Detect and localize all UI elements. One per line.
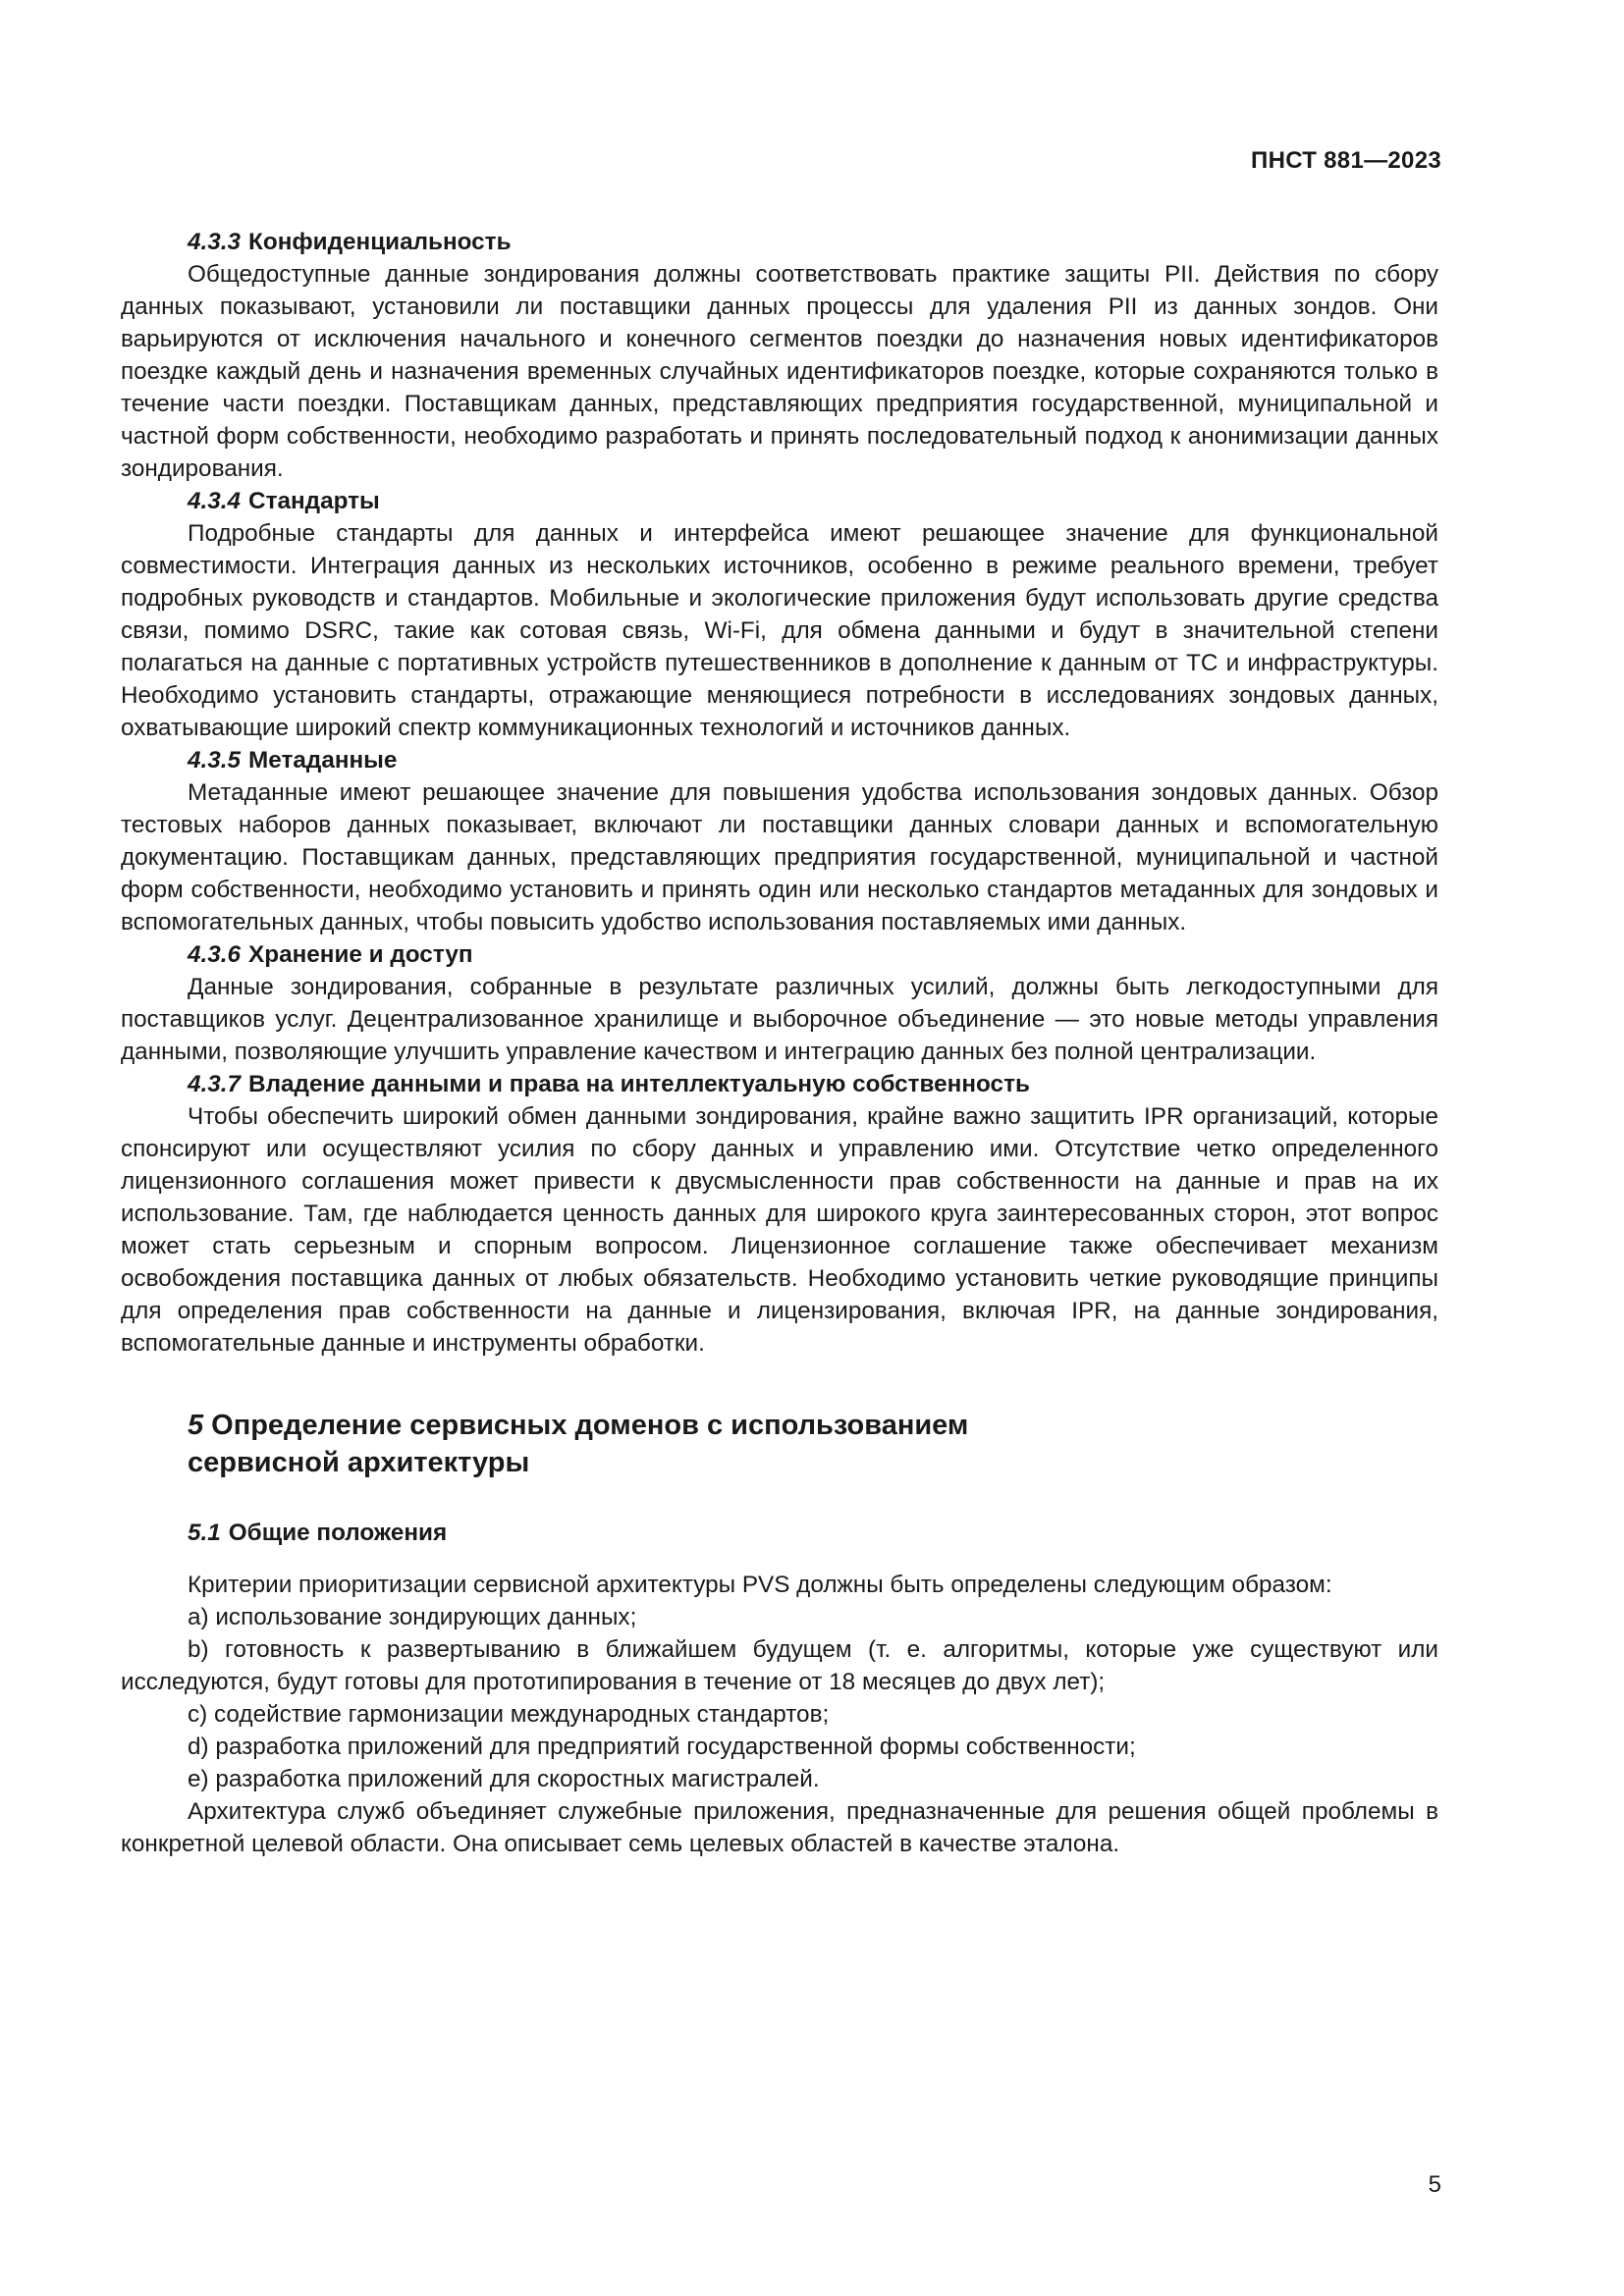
paragraph-4-3-3: Общедоступные данные зондирования должны соответствовать практике защиты PII. Действия по сбору данных показывают, установили ли поставщики данных процессы для удаления PII из данных зондов. Они варьируются от исключения начального и конечного сегментов поездки до назначения новых идентификаторов поездке каждый день и назначения временных случайных идентификаторов поездке, которые сохраняются только в течение части поездки. Поставщикам данных, представляющих предприятия государственной, муниципальной и частной форм собственности, необходимо разработать и принять последовательный подход к анонимизации данных зондирования. xyxy=(121,261,1438,482)
heading-number: 4.3.5 xyxy=(188,747,242,774)
paragraph-4-3-7: Чтобы обеспечить широкий обмен данными зондирования, крайне важно защитить IPR организаций, которые спонсируют или осуществляют усилия по сбору данных и управлению ими. Отсутствие четко определенного лицензионного соглашения может привести к двусмысленности прав собственности на данные и прав на их использование. Там, где наблюдается ценность данных для широкого круга заинтересованных сторон, этот вопрос может стать серьезным и спорным вопросом. Лицензионное соглашение также обеспечивает механизм освобождения поставщика данных от любых обязательств. Необходимо установить четкие руководящие принципы для определения прав собственности на данные и лицензирования, включая IPR, на данные зондирования, вспомогательные данные и инструменты обработки. xyxy=(121,1103,1438,1357)
list-item: c) содействие гармонизации международных стандартов; xyxy=(188,1701,830,1728)
heading-number: 5.1 xyxy=(188,1520,221,1546)
heading-title: Конфиденциальность xyxy=(248,229,512,255)
heading-title: Владение данными и права на интеллектуальную собственность xyxy=(248,1071,1030,1097)
heading-number: 4.3.3 xyxy=(188,229,242,255)
page-number: 5 xyxy=(1428,2171,1441,2198)
heading-number: 4.3.6 xyxy=(188,941,242,968)
heading-title-line-1: Определение сервисных доменов с использованием xyxy=(211,1410,969,1441)
paragraph-4-3-4: Подробные стандарты для данных и интерфейса имеют решающее значение для функциональной совместимости. Интеграция данных из нескольких источников, особенно в режиме реального времени, требует подробных руководств и стандартов. Мобильные и экологические приложения будут использовать другие средства связи, помимо DSRC, такие как сотовая связь, Wi-Fi, для обмена данными и будут в значительной степени полагаться на данные с портативных устройств путешественников в дополнение к данным от ТС и инфраструктуры. Необходимо установить стандарты, отражающие меняющиеся потребности в исследованиях зондовых данных, охватывающие широкий спектр коммуникационных технологий и источников данных. xyxy=(121,520,1438,741)
paragraph-4-3-5: Метаданные имеют решающее значение для повышения удобства использования зондовых данных. Обзор тестовых наборов данных показывает, включают ли поставщики данных словари данных и вспомогательную документацию. Поставщикам данных, представляющих предприятия государственной, муниципальной и частной форм собственности, необходимо установить и принять один или несколько стандартов метаданных для зондовых и вспомогательных данных, чтобы повысить удобство использования поставляемых ими данных. xyxy=(121,779,1438,935)
heading-4-3-6 xyxy=(188,938,1438,971)
heading-title: Общие положения xyxy=(228,1520,448,1546)
list-item: d) разработка приложений для предприятий государственной формы собственности; xyxy=(188,1734,1136,1760)
heading-number: 5 xyxy=(188,1410,204,1441)
heading-4-3-5 xyxy=(188,744,1438,776)
list-item: e) разработка приложений для скоростных магистралей. xyxy=(188,1766,820,1792)
document-code: ПНСТ 881—2023 xyxy=(1251,147,1441,174)
heading-number: 4.3.7 xyxy=(188,1071,242,1097)
heading-number: 4.3.4 xyxy=(188,488,242,514)
heading-4-3-3 xyxy=(188,226,1438,258)
heading-title: Метаданные xyxy=(248,747,398,774)
heading-title-line-2: сервисной архитектуры xyxy=(188,1447,530,1478)
paragraph-5-1-intro: Критерии приоритизации сервисной архитектуры PVS должны быть определены следующим образом: xyxy=(188,1572,1332,1598)
heading-section-5 xyxy=(188,1407,1438,1481)
list-item: а) использование зондирующих данных; xyxy=(188,1604,637,1630)
heading-5-1 xyxy=(188,1517,1438,1549)
heading-title: Хранение и доступ xyxy=(248,941,473,968)
page-content xyxy=(121,226,1438,1860)
paragraph-4-3-6: Данные зондирования, собранные в результате различных усилий, должны быть легкодоступными для поставщиков услуг. Децентрализованное хранилище и выборочное объединение — это новые методы управления данными, позволяющие улучшить управление качеством и интеграцию данных без полной централизации. xyxy=(121,974,1438,1065)
heading-4-3-7 xyxy=(188,1068,1438,1100)
paragraph-5-1-closing: Архитектура служб объединяет служебные приложения, предназначенные для решения общей проблемы в конкретной целевой области. Она описывает семь целевых областей в качестве эталона. xyxy=(121,1798,1438,1857)
heading-title: Стандарты xyxy=(248,488,380,514)
list-item: b) готовность к развертыванию в ближайшем будущем (т. е. алгоритмы, которые уже существуют или исследуются, будут готовы для прототипирования в течение от 18 месяцев до двух лет); xyxy=(121,1636,1438,1695)
heading-4-3-4 xyxy=(188,485,1438,517)
